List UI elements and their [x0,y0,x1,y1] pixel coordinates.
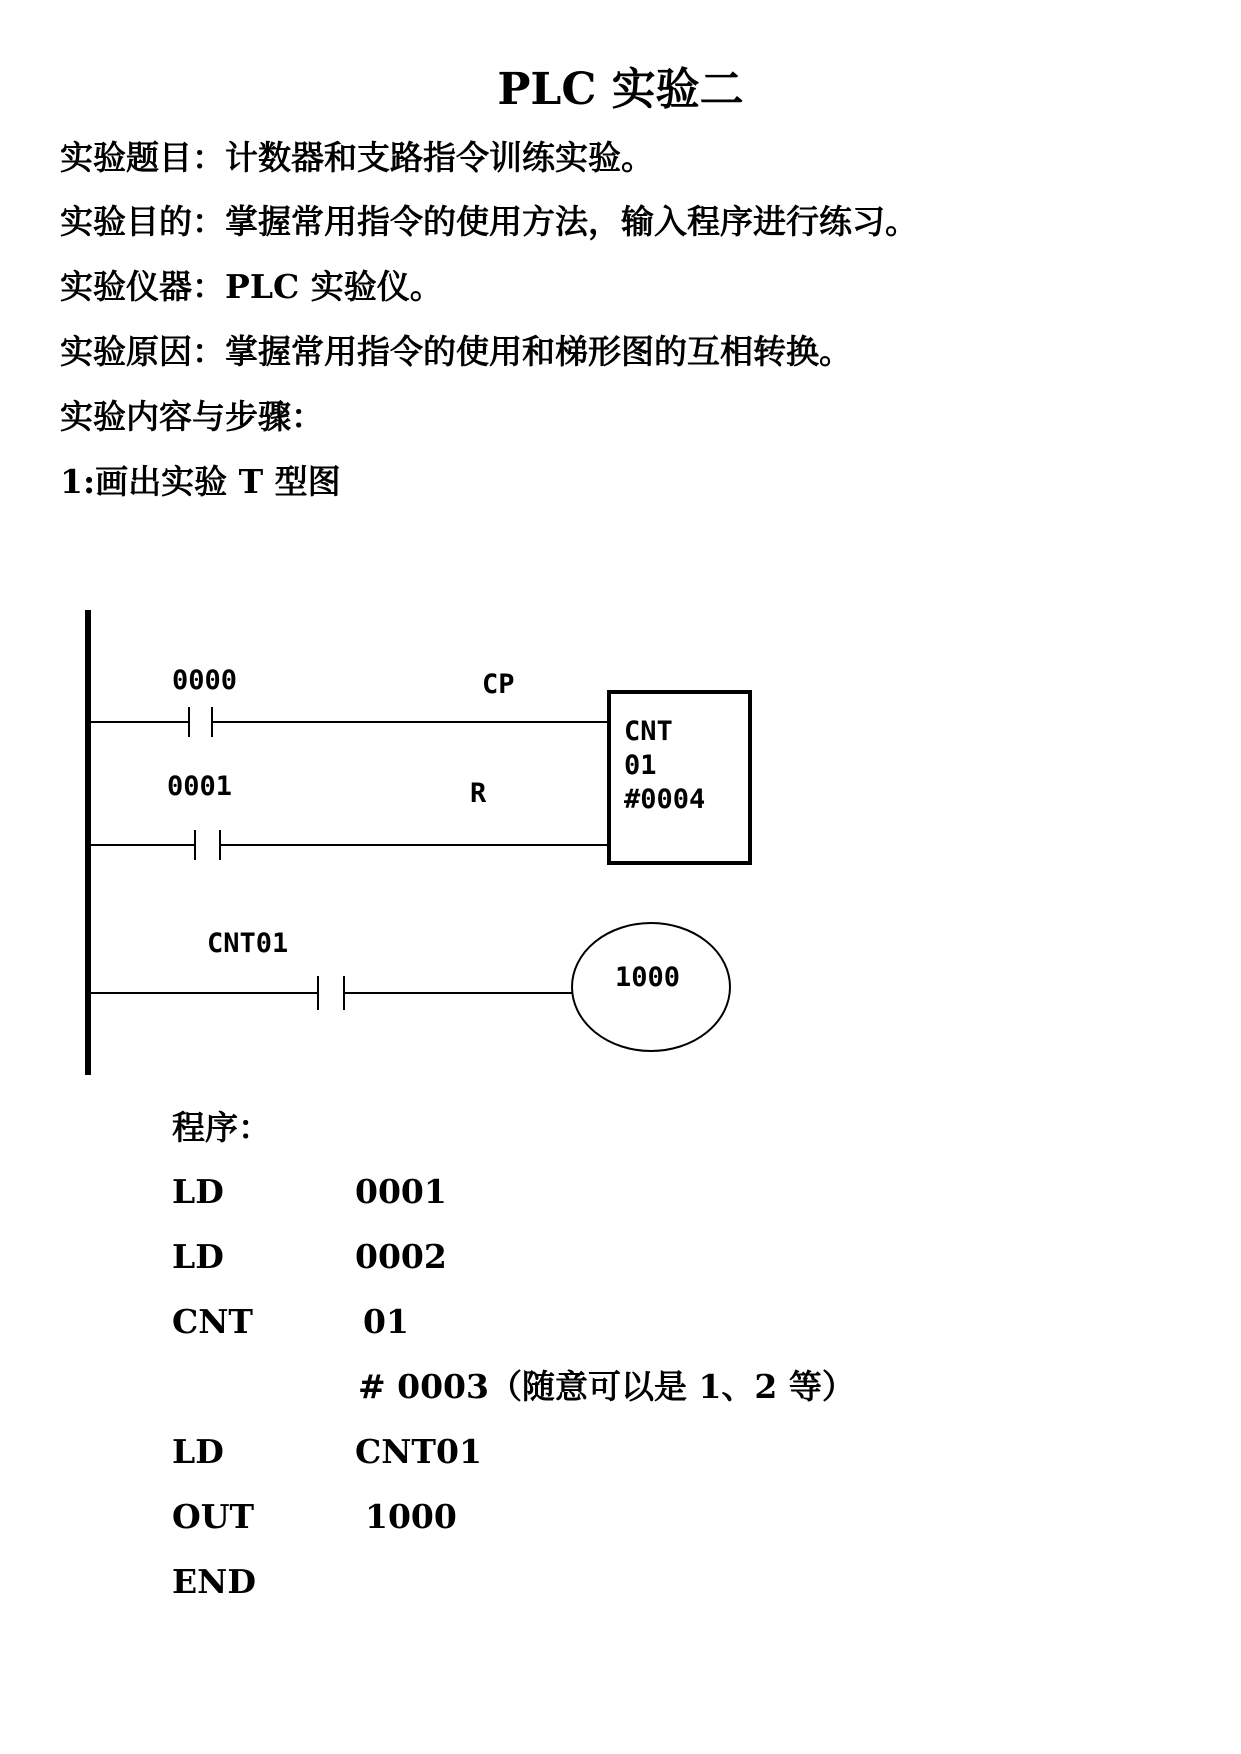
program-op-2: LD [172,1237,224,1276]
program-op-3: CNT [172,1302,253,1341]
page-title: PLC 实验二 [497,64,744,115]
program-op-1: LD [172,1172,224,1211]
program-arg-6: 1000 [365,1497,457,1536]
counter-type: CNT [624,716,673,747]
program-arg-3: 01 [363,1302,409,1341]
program-arg-4: # 0003（随意可以是 1、2 等） [358,1367,855,1406]
experiment-instrument: 实验仪器：PLC 实验仪。 [60,267,443,306]
program-arg-1: 0001 [355,1172,447,1211]
counter-preset: #0004 [624,784,706,815]
experiment-reason: 实验原因：掌握常用指令的使用和梯形图的互相转换。 [60,332,852,371]
program-heading: 程序： [172,1108,271,1147]
step-1-text: 1:画出实验 T 型图 [60,462,341,501]
coil-label: 1000 [615,962,681,993]
program-op-6: OUT [172,1497,255,1536]
contact-3-label: CNT01 [207,928,289,959]
program-op-5: LD [172,1432,224,1471]
program-arg-5: CNT01 [355,1432,482,1471]
experiment-topic: 实验题目：计数器和支路指令训练实验。 [60,138,654,177]
cp-label: CP [482,669,515,700]
experiment-purpose: 实验目的：掌握常用指令的使用方法，输入程序进行练习。 [60,202,918,241]
experiment-steps-heading: 实验内容与步骤： [60,397,324,436]
program-arg-2: 0002 [355,1237,447,1276]
contact-1-label: 0000 [172,665,238,696]
ladder-diagram [0,600,800,1100]
contact-2-label: 0001 [167,771,233,802]
counter-number: 01 [624,750,657,781]
r-label: R [470,778,487,809]
program-op-7: END [172,1562,256,1601]
